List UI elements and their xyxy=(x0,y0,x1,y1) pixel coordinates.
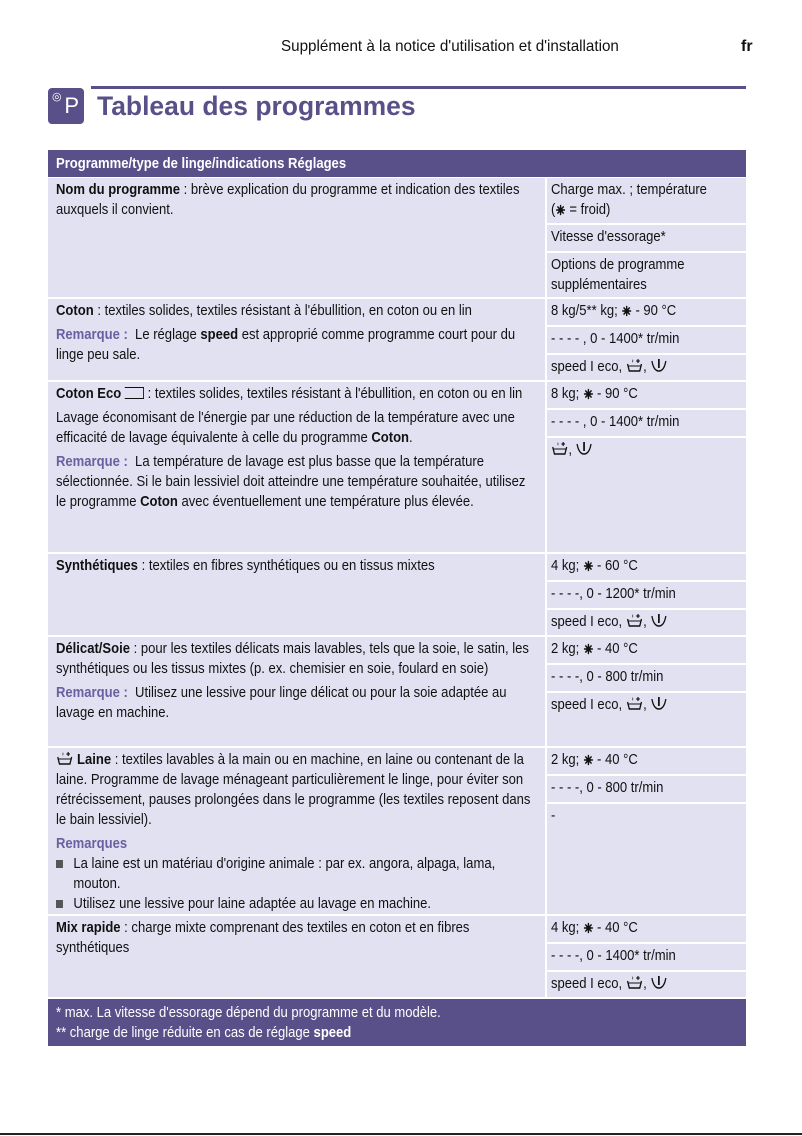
table-header-label: Programme/type de linge/indications Réglages xyxy=(56,155,347,172)
wool-handwash-icon xyxy=(56,750,73,766)
options-text: - xyxy=(551,807,556,824)
remark-bold: Coton xyxy=(140,493,178,510)
spin-text: - - - - , 0 - 1400* tr/min xyxy=(551,330,680,347)
load-temp xyxy=(547,382,746,408)
table-header xyxy=(48,150,746,177)
spin-text: - - - - , 0 - 1400* tr/min xyxy=(551,413,680,430)
options: speed I eco, , xyxy=(547,693,746,746)
spin-speed xyxy=(547,944,746,970)
footnote-2-bold: speed xyxy=(313,1024,352,1041)
table-row-synthetiques xyxy=(48,554,746,635)
rinse-hold-icon xyxy=(650,357,667,373)
list-item xyxy=(56,854,537,894)
remarks-list xyxy=(56,854,537,914)
bullet-text: Utilisez une lessive pour laine adaptée au lavage en machine. xyxy=(73,895,432,912)
bullet-text: La laine est un matériau d'origine animale : par ex. angora, alpaga, lama, mouton. xyxy=(73,855,496,892)
legend-spin xyxy=(547,225,746,251)
remark-label: Remarque : xyxy=(56,453,128,470)
spin-speed xyxy=(547,410,746,436)
options: speed I eco, , xyxy=(547,610,746,635)
load-temp xyxy=(547,637,746,663)
remark-text: Utilisez une lessive pour linge délicat ou pour la soie adaptée au lavage en machine. xyxy=(56,684,507,721)
eco-perfect-icon xyxy=(125,387,144,399)
remark-bold: speed xyxy=(200,326,239,343)
programme-section-icon: ◎ P xyxy=(48,88,84,124)
page-title: Tableau des programmes xyxy=(97,91,416,121)
cold-icon xyxy=(583,560,593,572)
options-text: speed I eco, xyxy=(551,696,623,713)
temperature: - 40 °C xyxy=(597,640,638,657)
remarks-label: Remarques xyxy=(56,835,128,852)
remark-text: est approprié comme programme court pour du linge peu sale. xyxy=(56,326,516,363)
remark-label: Remarque : xyxy=(56,326,128,343)
cold-icon xyxy=(583,754,593,766)
rinse-hold-icon xyxy=(650,612,667,628)
programme-name: Mix rapide xyxy=(56,919,121,936)
load: 8 kg/5** kg; xyxy=(551,302,618,319)
options-text: speed I eco, xyxy=(551,613,623,630)
programme-description xyxy=(48,382,545,552)
legend-options-text: Options de programme supplémentaires xyxy=(551,256,685,293)
table-row-coton xyxy=(48,299,746,380)
programme-name: Coton Eco xyxy=(56,385,122,402)
footnote-2: ** charge de linge réduite en cas de réglage xyxy=(56,1024,314,1041)
legend-options xyxy=(547,253,746,297)
options: , xyxy=(547,438,746,552)
rinse-hold-icon xyxy=(650,974,667,990)
options-text: speed I eco, xyxy=(551,975,623,992)
document-subtitle: Supplément à la notice d'utilisation et d'installation xyxy=(281,38,619,55)
cold-icon xyxy=(583,922,593,934)
language-code: fr xyxy=(741,38,753,55)
load: 8 kg; xyxy=(551,385,580,402)
load-temp xyxy=(547,554,746,580)
spin-text: - - - -, 0 - 1200* tr/min xyxy=(551,585,676,602)
legend-spin-text: Vitesse d'essorage* xyxy=(551,228,666,245)
options: speed I eco, , xyxy=(547,355,746,380)
cold-icon xyxy=(583,643,593,655)
rinse-hold-icon xyxy=(650,695,667,711)
extra-rinse-icon xyxy=(626,612,643,628)
legend-name: Nom du programme xyxy=(56,181,180,198)
punctuation: . xyxy=(409,429,413,446)
list-item xyxy=(56,894,537,914)
load: 4 kg; xyxy=(551,919,580,936)
legend-description xyxy=(48,178,545,297)
programme-desc: : pour les textiles délicats mais lavables, tels que la soie, le satin, les synthétiques ou les tissus mixtes (p. ex. chemisier en soie, foulard en soie) xyxy=(56,640,529,677)
spin-text: - - - -, 0 - 800 tr/min xyxy=(551,779,664,796)
temperature: - 90 °C xyxy=(597,385,638,402)
programme-description xyxy=(48,554,545,635)
temperature: - 40 °C xyxy=(597,751,638,768)
programme-description xyxy=(48,748,545,914)
footnote-1: * max. La vitesse d'essorage dépend du programme et du modèle. xyxy=(56,1004,441,1021)
cold-icon xyxy=(621,305,631,317)
legend-paren: ( xyxy=(551,201,556,218)
extra-rinse-icon xyxy=(626,695,643,711)
programme-ref: Coton xyxy=(371,429,410,446)
icon-letter: P xyxy=(64,93,79,118)
temperature: - 40 °C xyxy=(597,919,638,936)
spin-speed xyxy=(547,665,746,691)
spin-speed xyxy=(547,776,746,802)
load: 4 kg; xyxy=(551,557,580,574)
programme-name: Délicat/Soie xyxy=(56,640,130,657)
programme-desc: : textiles solides, textiles résistant à l'ébullition, en coton ou en lin xyxy=(144,385,523,402)
rinse-hold-icon xyxy=(576,440,593,456)
remark-text: Le réglage xyxy=(135,326,201,343)
spin-text: - - - -, 0 - 1400* tr/min xyxy=(551,947,676,964)
programme-desc: : textiles lavables à la main ou en machine, en laine ou contenant de la laine. Programme de lavage ménageant particulièrement le linge, pour éviter son rétrécissement, pauses prolongées dans le programme (les textiles reposent dans le bain lessiviel). xyxy=(56,751,531,828)
table-row-mix-rapide xyxy=(48,916,746,997)
load: 2 kg; xyxy=(551,640,580,657)
cold-icon xyxy=(555,204,565,216)
legend-load xyxy=(547,178,746,223)
programme-description xyxy=(48,299,545,380)
temperature: - 90 °C xyxy=(635,302,677,319)
legend-cold-text: = froid) xyxy=(565,201,611,218)
cold-icon xyxy=(583,388,593,400)
table-row-coton-eco xyxy=(48,382,746,552)
options: speed I eco, , xyxy=(547,972,746,997)
extra-rinse-icon xyxy=(626,357,643,373)
temperature: - 60 °C xyxy=(597,557,638,574)
programme-name: Laine xyxy=(77,751,112,768)
extra-rinse-icon xyxy=(626,974,643,990)
table-row-laine xyxy=(48,748,746,914)
programme-name: Coton xyxy=(56,302,94,319)
programme-desc: Lavage économisant de l'énergie par une réduction de la température avec une efficacité de lavage équivalente à celle du programme xyxy=(56,409,515,446)
load-temp xyxy=(547,916,746,942)
load: 2 kg; xyxy=(551,751,580,768)
table-row-delicat-soie xyxy=(48,637,746,746)
programme-desc: : textiles en fibres synthétiques ou en tissus mixtes xyxy=(137,557,435,574)
options xyxy=(547,804,746,914)
remark-label: Remarque : xyxy=(56,684,128,701)
spin-speed xyxy=(547,582,746,608)
table-row-legend xyxy=(48,178,746,297)
table-footnotes xyxy=(48,999,746,1046)
legend-desc: : brève explication du programme et indication des textiles auxquels il convient. xyxy=(56,181,520,218)
programme-desc: : textiles solides, textiles résistant à l'ébullition, en coton ou en lin xyxy=(93,302,472,319)
programme-desc: : charge mixte comprenant des textiles en coton et en fibres synthétiques xyxy=(56,919,470,956)
programme-table xyxy=(48,150,746,1046)
options-text: speed I eco, xyxy=(551,358,623,375)
legend-load-text: Charge max. ; température xyxy=(551,181,707,198)
remark-text: avec éventuellement une température plus élevée. xyxy=(177,493,474,510)
title-rule xyxy=(91,86,746,89)
extra-rinse-icon xyxy=(551,440,568,456)
programme-description xyxy=(48,916,545,997)
load-temp xyxy=(547,748,746,774)
programme-name: Synthétiques xyxy=(56,557,138,574)
remark-text: La température de lavage est plus basse que la température sélectionnée. Si le bain lessiviel doit atteindre une température souhaitée, utilisez le programme xyxy=(56,453,526,510)
spin-speed xyxy=(547,327,746,353)
programme-description xyxy=(48,637,545,746)
load-temp xyxy=(547,299,746,325)
spin-text: - - - -, 0 - 800 tr/min xyxy=(551,668,664,685)
page-bottom-rule xyxy=(0,1133,802,1135)
